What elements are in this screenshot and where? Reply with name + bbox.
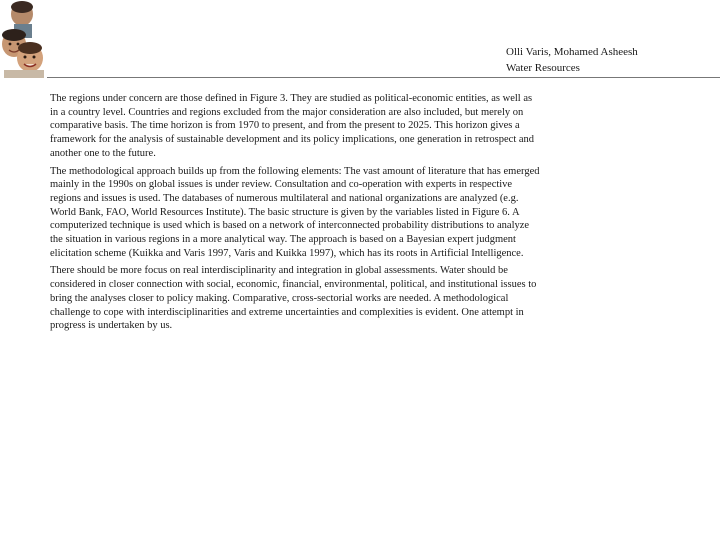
paragraph-regions: The regions under concern are those defined in Figure 3. They are studied as political-economic entities, as well as in a country level. Countries and regions excluded from the major consideration are also included, but merely on comparative basis. The time horizon is from 1970 to present, and from the present to 2025. This horizon gives a framework for the analysis of sustainable development and its policy implications, one generation in retrospect and another one to the future. [50, 93, 535, 159]
paragraph-interdisciplinarity: There should be more focus on real interdisciplinarity and integration in global assessments. Water should be considered in closer connection with social, economic, financial, environmental, political, and institutional issues to bring the analyses closer to policy making. Comparative, cross-sectorial works are needed. A methodological challenge to cope with interdisciplinarities and extreme uncertainties and complexities is evident. One attempt in progress is undertaken by us. [50, 265, 537, 332]
header-divider [47, 77, 720, 78]
paragraph-methodology: The methodological approach builds up from the following elements: The vast amount of literature that has emerged mainly in the 1990s on global issues is under review. Consultation and co-operation with experts in respective regions and issues is used. The databases of numerous multilateral and national organizations are analyzed (e.g. World Bank, FAO, World Resources Institute). The basic structure is given by the variables listed in Figure 6. A computerized technique is used which is based on a network of interconnected probability distributions to analyze the situation in various regions in a more analytical way. The approach is based on a Bayesian expert judgment elicitation scheme (Kuikka and Varis 1997, Varis and Kuikka 1997), which has its roots in Artificial Intelligence. [50, 165, 540, 259]
header-author: Olli Varis, Mohamed Asheesh [506, 46, 638, 58]
children-photo-logo [0, 0, 46, 78]
body-text [50, 92, 540, 337]
children-photo-icon [0, 0, 46, 78]
header-title: Water Resources [506, 62, 580, 74]
